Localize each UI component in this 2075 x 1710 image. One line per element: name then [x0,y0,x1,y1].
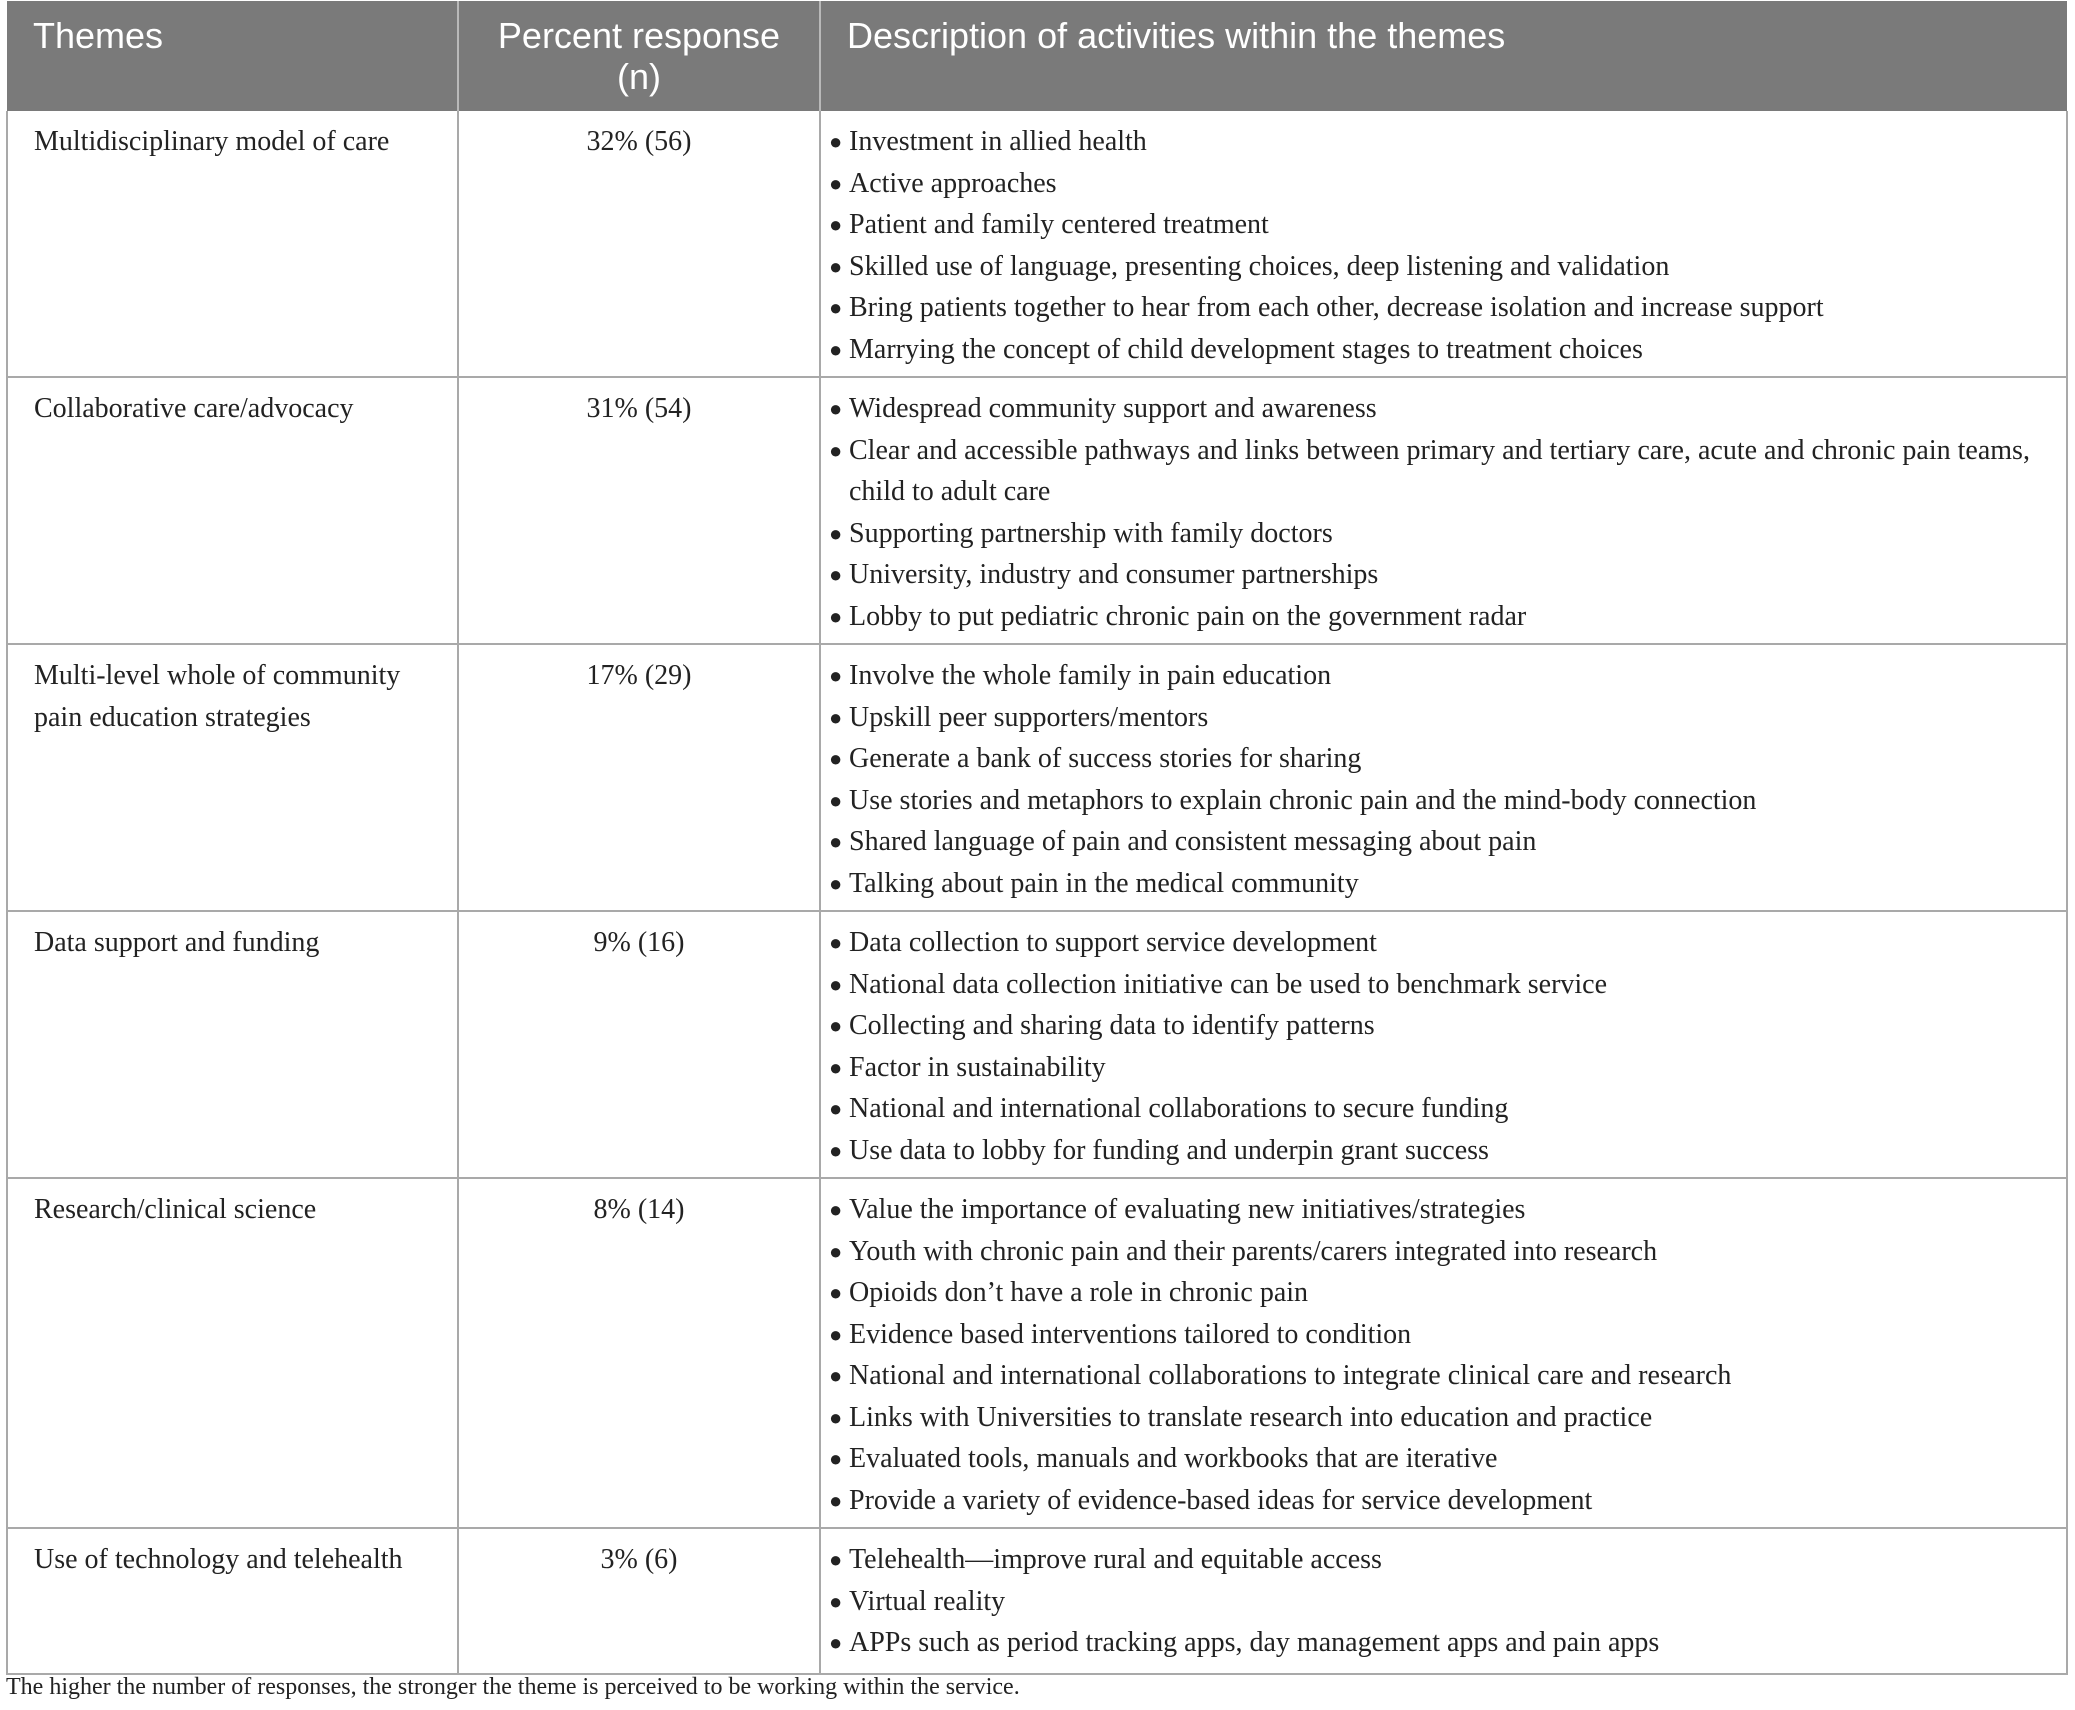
percent-cell: 3% (6) [458,1528,820,1674]
activity-list [829,922,2046,1171]
table-body [7,111,2067,1674]
list-item [829,163,2046,205]
activity-text: Marrying the concept of child development stages to treatment choices [849,333,1643,365]
bullet-icon: ● [829,663,843,688]
theme-cell: Multidisciplinary model of care [7,111,458,377]
bullet-icon: ● [829,870,843,896]
list-item [829,1314,2046,1356]
list-item [829,246,2046,288]
bullet-icon: ● [829,1238,843,1264]
themes-table-container [6,1,2068,1675]
bullet-icon: ● [829,1321,843,1347]
bullet-icon: ● [829,336,843,362]
bullet-icon: ● [829,437,843,463]
description-cell [820,644,2067,911]
percent-cell: 8% (14) [458,1178,820,1528]
table-row [7,111,2067,377]
themes-table [6,1,2068,1675]
activity-text: Skilled use of language, presenting choices, deep listening and validation [849,250,1670,282]
bullet-icon: ● [829,1137,843,1163]
activity-text: Youth with chronic pain and their parents/carers integrated into research [849,1235,1658,1267]
list-item [829,1539,2046,1581]
activity-text: Factor in sustainability [849,1051,1106,1083]
list-item [829,655,2046,697]
bullet-icon: ● [829,1446,843,1471]
list-item [829,780,2046,822]
list-item [829,964,2046,1006]
description-cell [820,377,2067,644]
table-row [7,644,2067,911]
activity-text: Widespread community support and awareness [849,393,1377,424]
bullet-icon: ● [829,396,843,421]
list-item [829,1397,2046,1439]
bullet-icon: ● [829,520,843,546]
bullet-icon: ● [829,1280,843,1305]
activity-text: Lobby to put pediatric chronic pain on the government radar [849,600,1527,632]
bullet-icon: ● [829,746,843,771]
theme-cell: Use of technology and telehealth [7,1528,458,1674]
description-cell [820,1528,2067,1674]
bullet-icon: ● [829,562,843,587]
table-row [7,377,2067,644]
percent-cell: 9% (16) [458,911,820,1178]
activity-text: Upskill peer supporters/mentors [849,701,1209,733]
list-item [829,596,2046,638]
bullet-icon: ● [829,253,843,279]
table-row [7,911,2067,1178]
bullet-icon: ● [829,1197,843,1222]
description-cell [820,1178,2067,1528]
activity-text: Use stories and metaphors to explain chronic pain and the mind-body connection [849,784,1757,816]
activity-text: Investment in allied health [849,126,1147,157]
list-item [829,513,2046,555]
bullet-icon: ● [829,1487,843,1513]
theme-cell: Research/clinical science [7,1178,458,1528]
activity-text: Use data to lobby for funding and underpin grant success [849,1134,1489,1166]
bullet-icon: ● [829,787,843,813]
bullet-icon: ● [829,1363,843,1388]
bullet-icon: ● [829,212,843,237]
list-item [829,329,2046,371]
bullet-icon: ● [829,704,843,730]
list-item [829,1622,2046,1664]
activity-list [829,121,2046,370]
activity-text: Generate a bank of success stories for sharing [849,743,1362,774]
activity-list [829,1189,2046,1521]
activity-text: Evaluated tools, manuals and workbooks that are iterative [849,1443,1498,1474]
activity-text: Telehealth—improve rural and equitable access [849,1544,1382,1575]
bullet-icon: ● [829,295,843,320]
activity-text: Involve the whole family in pain education [849,660,1332,691]
list-item [829,1231,2046,1273]
activity-list [829,655,2046,904]
list-item [829,1272,2046,1314]
percent-cell: 31% (54) [458,377,820,644]
list-item [829,204,2046,246]
list-item [829,1189,2046,1231]
activity-text: Links with Universities to translate research into education and practice [849,1401,1653,1433]
bullet-icon: ● [829,1588,843,1614]
list-item [829,121,2046,163]
list-item [829,1130,2046,1172]
bullet-icon: ● [829,603,843,629]
bullet-icon: ● [829,1630,843,1655]
activity-text: National and international collaborations to secure funding [849,1093,1509,1124]
bullet-icon: ● [829,1404,843,1430]
bullet-icon: ● [829,1096,843,1121]
activity-text: National and international collaborations to integrate clinical care and research [849,1360,1732,1391]
bullet-icon: ● [829,1013,843,1038]
list-item [829,1438,2046,1480]
percent-cell: 32% (56) [458,111,820,377]
list-item [829,1005,2046,1047]
bullet-icon: ● [829,829,843,854]
activity-text: Clear and accessible pathways and links between primary and tertiary care, acute and chronic pain teams, child to adult care [849,434,2030,507]
activity-text: Collecting and sharing data to identify patterns [849,1010,1375,1041]
activity-text: Provide a variety of evidence-based ideas for service development [849,1484,1593,1516]
list-item [829,430,2046,513]
description-cell [820,911,2067,1178]
activity-list [829,388,2046,637]
bullet-icon: ● [829,1054,843,1080]
activity-text: Patient and family centered treatment [849,209,1269,240]
activity-text: Bring patients together to hear from each other, decrease isolation and increase support [849,292,1824,323]
activity-text: Value the importance of evaluating new initiatives/strategies [849,1194,1526,1225]
activity-text: Shared language of pain and consistent messaging about pain [849,826,1537,857]
list-item [829,863,2046,905]
list-item [829,1088,2046,1130]
theme-cell: Collaborative care/advocacy [7,377,458,644]
list-item [829,1480,2046,1522]
list-item [829,388,2046,430]
activity-text: Evidence based interventions tailored to condition [849,1318,1412,1350]
bullet-icon: ● [829,170,843,196]
activity-list [829,1539,2046,1664]
description-cell [820,111,2067,377]
percent-cell: 17% (29) [458,644,820,911]
bullet-icon: ● [829,971,843,997]
activity-text: Supporting partnership with family doctors [849,517,1333,549]
activity-text: APPs such as period tracking apps, day management apps and pain apps [849,1627,1660,1658]
table-row [7,1178,2067,1528]
activity-text: University, industry and consumer partnerships [849,559,1379,590]
list-item [829,821,2046,863]
list-item [829,922,2046,964]
table-footnote: The higher the number of responses, the stronger the theme is perceived to be working within the service. [6,1674,1020,1700]
list-item [829,1355,2046,1397]
activity-text: Active approaches [849,167,1057,199]
header-percent-response: Percent response (n) [458,1,820,111]
activity-text: National data collection initiative can be used to benchmark service [849,968,1608,1000]
header-description: Description of activities within the themes [820,1,2067,111]
header-row [7,1,2067,111]
list-item [829,1047,2046,1089]
header-themes: Themes [7,1,458,111]
activity-text: Talking about pain in the medical community [849,867,1359,899]
table-row [7,1528,2067,1674]
list-item [829,738,2046,780]
theme-cell: Multi-level whole of community pain education strategies [7,644,458,911]
bullet-icon: ● [829,1547,843,1572]
activity-text: Opioids don’t have a role in chronic pain [849,1277,1309,1308]
theme-cell: Data support and funding [7,911,458,1178]
list-item [829,697,2046,739]
list-item [829,554,2046,596]
table-header [7,1,2067,111]
list-item [829,1581,2046,1623]
activity-text: Data collection to support service development [849,927,1377,958]
bullet-icon: ● [829,129,843,154]
bullet-icon: ● [829,930,843,955]
activity-text: Virtual reality [849,1585,1006,1617]
list-item [829,287,2046,329]
